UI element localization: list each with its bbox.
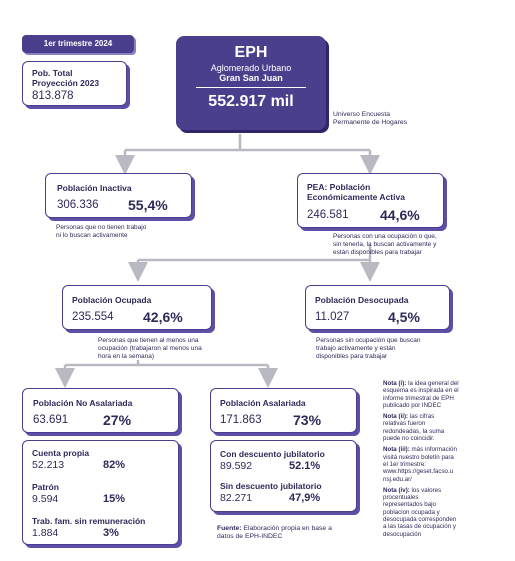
unemployed-value: 11.027 xyxy=(315,311,350,323)
notes-column xyxy=(383,380,498,538)
note-1-line-4: publicado por INDEC xyxy=(383,401,442,409)
non-salaried-card xyxy=(22,388,179,433)
eph-card xyxy=(176,36,326,130)
pea-pct: 44,6% xyxy=(380,207,420,223)
note-2-line-3: redondeadas, la suma xyxy=(383,427,445,435)
note-3-line-2: visitá nuestro boletín para xyxy=(383,453,454,461)
eph-universe-line1: Universo Encuesta xyxy=(333,111,391,118)
note-2-line-2: relativas fueron xyxy=(383,420,426,428)
note-1-line-3: informe trimestral de EPH xyxy=(383,394,454,402)
salaried-pct: 73% xyxy=(293,412,322,428)
inactive-value: 306.336 xyxy=(57,199,99,211)
note-4-line-2: procentuales xyxy=(383,494,419,502)
employed-desc-3: hora en la semana) xyxy=(98,353,155,360)
inactive-title: Población Inactiva xyxy=(57,183,132,193)
note-4 xyxy=(383,487,498,538)
note-1-head: Nota (i): xyxy=(383,380,407,387)
unemployed-title: Población Desocupada xyxy=(315,295,409,305)
population-label: Pob. Total xyxy=(32,68,73,78)
note-4-head: Nota (iv): xyxy=(383,486,410,494)
note-1-line-2: esquema es inspirada en el xyxy=(383,387,459,395)
eph-location: Gran San Juan xyxy=(219,73,283,83)
without-pension-value: 82.271 xyxy=(220,492,253,504)
note-3-line-3: el 1er trimestre: xyxy=(383,460,426,468)
non-salaried-pct: 27% xyxy=(103,412,132,428)
period-badge xyxy=(22,35,134,53)
unemployed-desc-2: trabajo activamente y están xyxy=(316,345,396,352)
non-salaried-value: 63.691 xyxy=(33,414,69,426)
employed-value: 235.554 xyxy=(72,311,114,323)
eph-title: EPH xyxy=(234,44,268,61)
eph-divider xyxy=(196,87,306,88)
employer-value: 9.594 xyxy=(32,493,59,505)
with-pension-value: 89.592 xyxy=(220,460,253,472)
pea-title-2: Económicamente Activa xyxy=(307,192,405,202)
family-worker-label: Trab. fam. sin remuneración xyxy=(32,516,146,526)
eph-value: 552.917 mil xyxy=(208,93,294,110)
total-population-card xyxy=(22,61,127,106)
employed-title: Población Ocupada xyxy=(72,295,152,305)
employed-pct: 42,6% xyxy=(143,309,183,325)
without-pension-pct: 47,9% xyxy=(289,492,321,504)
note-4-line-6: a las tasas de ocupación y xyxy=(383,523,456,531)
connector-eph-split xyxy=(125,134,370,150)
note-2-head: Nota (ii): xyxy=(383,413,409,421)
population-value: 813.878 xyxy=(32,90,74,102)
unemployed-pct: 4,5% xyxy=(388,309,420,325)
note-4-line-4: poblacion ocupada y xyxy=(383,508,440,516)
eph-universe-line2: Permanente de Hogares xyxy=(333,119,408,126)
note-4-line-1: los valores xyxy=(409,486,442,494)
without-pension-label: Sin descuento jubilatorio xyxy=(220,481,322,491)
note-3-line-1: más información xyxy=(409,446,457,454)
note-4-line-3: representados bajo xyxy=(383,501,436,509)
own-account-pct: 82% xyxy=(103,459,126,471)
with-pension-label: Con descuento jubilatorio xyxy=(220,449,325,459)
employed-population-card xyxy=(62,285,212,330)
source-label: Fuente: xyxy=(217,525,242,532)
with-pension-pct: 52.1% xyxy=(289,460,321,472)
non-salaried-breakdown-card xyxy=(22,440,179,545)
connector-employed-split xyxy=(65,360,268,365)
unemployed-population-card xyxy=(305,285,450,330)
inactive-pct: 55,4% xyxy=(128,197,168,213)
pea-desc-3: están disponibles para trabajar xyxy=(333,249,422,256)
eph-subtitle: Aglomerado Urbano xyxy=(210,63,292,73)
inactive-desc-2: ni lo buscan activamente xyxy=(56,232,128,239)
salaried-title: Población Asalariada xyxy=(220,398,306,408)
salaried-value: 171.863 xyxy=(220,414,262,426)
note-4-line-5: desocupada corresponden xyxy=(383,516,457,524)
salaried-card xyxy=(210,388,357,433)
unemployed-desc-1: Personas sin ocupación que buscan xyxy=(316,337,421,344)
note-3-line-4: www.https://geset.facso.u xyxy=(383,468,454,476)
pea-desc-2: sin tenerla, la buscan activamente y xyxy=(333,241,437,248)
family-worker-pct: 3% xyxy=(103,527,119,539)
population-sublabel: Proyección 2023 xyxy=(32,78,100,88)
pea-card xyxy=(297,173,444,228)
note-1-line-1: la idea general del xyxy=(406,380,459,387)
note-2-line-4: puede no coincidir. xyxy=(383,435,435,443)
note-4-line-7: desocupación xyxy=(383,530,422,538)
own-account-label: Cuenta propia xyxy=(32,448,90,458)
note-3-line-5: nsj.edu.ar/ xyxy=(383,475,412,483)
note-1 xyxy=(383,380,498,409)
employed-desc-1: Personas que tienen al menos una xyxy=(98,337,199,344)
pea-title-1: PEA: Población xyxy=(307,182,371,192)
salaried-breakdown-card xyxy=(210,440,357,512)
note-3-head: Nota (iii): xyxy=(383,446,410,454)
period-badge-text: 1er trimestre 2024 xyxy=(43,39,113,48)
family-worker-value: 1.884 xyxy=(32,527,59,539)
employed-desc-2: ocupación (trabajaron al menos una xyxy=(98,345,202,352)
pea-desc-1: Personas con una ocupación o que, xyxy=(333,233,437,240)
employer-pct: 15% xyxy=(103,493,126,505)
source-text-1: Elaboración propia en base a xyxy=(241,525,332,532)
note-3 xyxy=(383,446,498,482)
source-line-1 xyxy=(217,525,332,533)
unemployed-desc-3: disponibles para trabajar xyxy=(316,353,388,360)
non-salaried-title: Población No Asalariada xyxy=(33,398,133,408)
employer-label: Patrón xyxy=(32,482,59,492)
own-account-value: 52.213 xyxy=(32,459,65,471)
pea-value: 246.581 xyxy=(307,209,349,221)
inactive-desc-1: Personas que no tienen trabajo xyxy=(56,224,147,231)
inactive-population-card xyxy=(45,173,192,218)
note-2-line-1: las cifras xyxy=(408,413,435,421)
note-2 xyxy=(383,413,498,442)
source-line-2: datos de EPH-INDEC xyxy=(217,533,283,540)
